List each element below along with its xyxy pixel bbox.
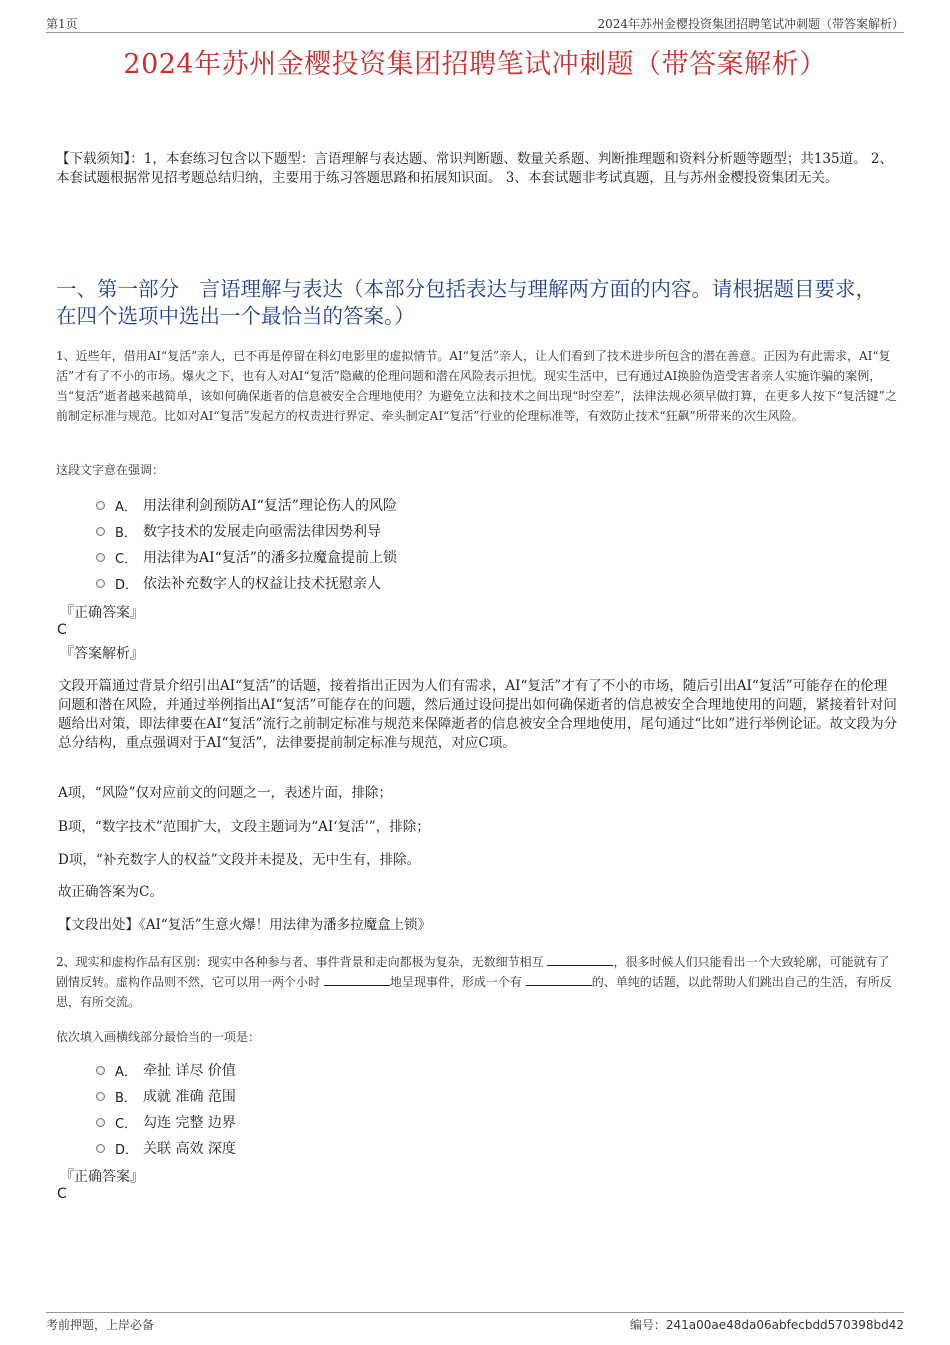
option-b[interactable]: B． 数字技术的发展走向亟需法律因势利导 [96, 518, 596, 544]
radio-icon[interactable] [96, 1066, 105, 1075]
option-label: 关联 高效 深度 [143, 1141, 236, 1157]
option-label: 用法律为AI“复活”的潘多拉魔盒提前上锁 [143, 550, 397, 566]
document-title: 2024年苏州金樱投资集团招聘笔试冲刺题（带答案解析） [123, 49, 827, 80]
section-title: 一、第一部分 言语理解与表达（本部分包括表达与理解两方面的内容。请根据题目要求，在四个选项中选出一个最恰当的答案。） [56, 277, 876, 328]
analysis-option-d: D项，“补充数字人的权益”文段并未提及，无中生有，排除。 [58, 852, 421, 868]
option-c[interactable]: C． 用法律为AI“复活”的潘多拉魔盒提前上锁 [96, 544, 596, 570]
answer-label: 『正确答案』 [60, 605, 144, 621]
radio-icon[interactable] [96, 1118, 105, 1127]
analysis-label: 『答案解析』 [60, 646, 144, 662]
option-label: 牵扯 详尽 价值 [143, 1063, 236, 1079]
option-label: 勾连 完整 边界 [143, 1115, 236, 1131]
header-doc-title: 2024年苏州金樱投资集团招聘笔试冲刺题（带答案解析） [597, 17, 904, 31]
download-notice: 【下载须知】：1，本套练习包含以下题型：言语理解与表达题、常识判断题、数量关系题、判断推理题和资料分析题等题型；共135道。 2、本套试题根据常见招考题总结归纳，主要用于练习答题思路和拓展知识面。 3、本套试题非考试真题，且与苏州金樱投资集团无关。 [56, 151, 893, 186]
option-c[interactable]: C． 勾连 完整 边界 [96, 1109, 596, 1135]
radio-icon[interactable] [96, 527, 105, 536]
question-2-prompt: 依次填入画横线部分最恰当的一项是： [56, 1030, 261, 1044]
answer-value: C [57, 1186, 67, 1202]
radio-icon[interactable] [96, 1144, 105, 1153]
option-label: 用法律利剑预防AI“复活”理论伤人的风险 [143, 498, 397, 514]
radio-icon[interactable] [96, 1092, 105, 1101]
question-2-text: 2、现实和虚构作品有区别：现实中各种参与者、事件背景和走向都极为复杂，无数细节相互 ，很多时候人们只能看出一个大致轮廓，可能就有了剧情反转。虚构作品则不然，它可以用一两个小时 地呈现事件，形成一个有 的、单纯的话题，以此帮助人们跳出自己的生活，有所反思，有所交流。 [56, 955, 892, 1009]
analysis-paragraph: 文段开篇通过背景介绍引出AI“复活”的话题，接着指出正因为人们有需求，AI“复活”才有了不小的市场，随后引出AI“复活”可能存在的伦理问题和潜在风险，并通过举例指出AI“复活”可能存在的问题，然后通过设问提出如何确保逝者的信息被安全合理地使用的问题，紧接着针对问题给出对策，即法律要在AI“复活”流行之前制定标准与规范来保障逝者的信息被安全合理地使用，尾句通过“比如”进行举例论证。故文段为分总分结构，重点强调对于AI“复活”，法律要提前制定标准与规范，对应C项。 [58, 678, 898, 751]
question-2-options [96, 1057, 596, 1161]
analysis-option-b: B项，“数字技术”范围扩大，文段主题词为“AI‘复活’”，排除； [58, 819, 430, 835]
option-d[interactable]: D． 依法补充数字人的权益让技术抚慰亲人 [96, 570, 596, 596]
analysis-conclusion: 故正确答案为C。 [58, 884, 163, 900]
option-b[interactable]: B． 成就 准确 范围 [96, 1083, 596, 1109]
option-a[interactable]: A． 牵扯 详尽 价值 [96, 1057, 596, 1083]
fill-blank-1 [547, 953, 613, 966]
footer-slogan: 考前押题，上岸必备 [46, 1318, 155, 1332]
radio-icon[interactable] [96, 553, 105, 562]
question-1-options [96, 492, 596, 596]
analysis-source: 【文段出处】《AI“复活”生意火爆！用法律为潘多拉魔盒上锁》 [58, 917, 432, 933]
analysis-option-a: A项，“风险”仅对应前文的问题之一，表述片面，排除； [58, 785, 393, 801]
option-label: 数字技术的发展走向亟需法律因势利导 [143, 524, 381, 540]
page-footer [46, 1312, 904, 1333]
radio-icon[interactable] [96, 579, 105, 588]
page-number: 第1页 [46, 17, 78, 31]
fill-blank-3 [526, 973, 592, 986]
page-header [46, 12, 904, 33]
option-d[interactable]: D． 关联 高效 深度 [96, 1135, 596, 1161]
option-label: 依法补充数字人的权益让技术抚慰亲人 [143, 576, 381, 592]
footer-code: 编号：241a00ae48da06abfecbdd570398bd42 [629, 1318, 904, 1332]
answer-value: C [57, 622, 67, 638]
question-1-text: 1、近些年，借用AI“复活”亲人，已不再是停留在科幻电影里的虚拟情节。AI“复活”亲人，让人们看到了技术进步所包含的潜在善意。正因为有此需求，AI“复活”才有了不小的市场。爆火之下，也有人对AI“复活”隐藏的伦理问题和潜在风险表示担忧。现实生活中，已有通过AI换脸伪造受害者亲人实施诈骗的案例，当“复活”逝者越来越简单，该如何确保逝者的信息被安全合理地使用？为避免立法和技术之间出现“时空差”，法律法规必须早做打算，在更多人按下“复活键”之前制定标准与规范。比如对AI“复活”发起方的权责进行界定、牵头制定AI“复活”行业的伦理标准等，有效防止技术“狂飙”所带来的次生风险。 [56, 349, 897, 423]
fill-blank-2 [324, 973, 390, 986]
option-label: 成就 准确 范围 [143, 1089, 236, 1105]
answer-label: 『正确答案』 [60, 1169, 144, 1185]
radio-icon[interactable] [96, 501, 105, 510]
option-a[interactable]: A． 用法律利剑预防AI“复活”理论伤人的风险 [96, 492, 596, 518]
question-1-prompt: 这段文字意在强调： [56, 463, 165, 477]
